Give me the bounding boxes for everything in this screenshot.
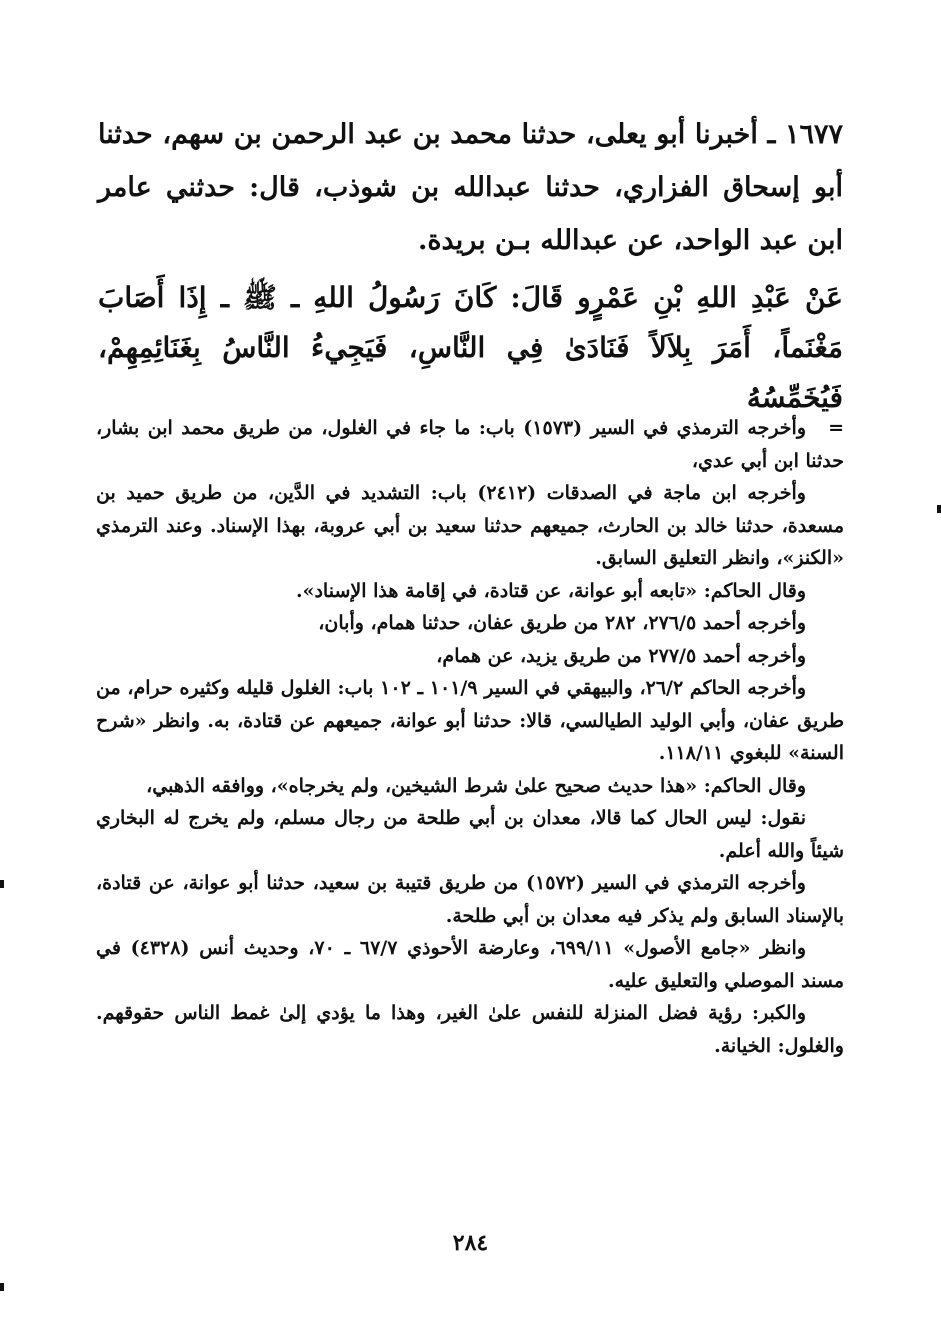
page-number: ٢٨٤ [452, 1230, 489, 1256]
footnote-paragraph: والكبر: رؤية فضل المنزلة للنفس علىٰ الغير، وهذا ما يؤدي إلىٰ غمط الناس حقوقهم. والغلول: الخيانة. [96, 1002, 844, 1057]
hadith-text: عَنْ عَبْدِ اللهِ بْنِ عَمْرٍو قَالَ: كَانَ رَسُولُ اللهِ ـ ﷺ ـ إِذَا أَصَابَ مَغْنَماً، أَمَرَ بِلاَلاً فَنَادَىٰ فِي النَّاسِ، فَيَجِيءُ النَّاسُ بِغَنَائِمِهِمْ، فَيُخَمِّسُهُ [98, 281, 843, 414]
footnote-paragraph: وأخرجه أحمد ٢٧٧/٥ من طريق يزيد، عن همام، [436, 644, 806, 667]
footnote-paragraph: وقال الحاكم: «تابعه أبو عوانة، عن قتادة، في إقامة هذا الإسناد». [295, 579, 806, 602]
scan-edge-mark [937, 505, 941, 513]
hadith-chain-of-narration: ١٦٧٧ ـ أخبرنا أبو يعلى، حدثنا محمد بن عبد الرحمن بن سهم، حدثنا أبو إسحاق الفزاري، حدثنا عبدالله بن شوذب، قال: حدثني عامر ابن عبد الواحد، عن عبدالله بـن بريدة. [98, 119, 843, 256]
continuation-mark: = [828, 417, 845, 439]
footnotes-section [96, 412, 844, 1062]
scan-edge-mark [0, 880, 4, 888]
scan-edge-mark [0, 1283, 4, 1291]
footnote-divider [663, 408, 843, 409]
footnote-paragraph: وقال الحاكم: «هذا حديث صحيح علىٰ شرط الشيخين، ولم يخرجاه»، ووافقه الذهبي، [146, 774, 806, 797]
footnote-paragraph: وأخرجه ابن ماجة في الصدقات (٢٤١٢) باب: التشديد في الدَّين، من طريق حميد بن مسعدة، حدثنا خالد بن الحارث، جميعهم حدثنا سعيد بن أبي عروبة، بهذا الإسناد. وعند الترمذي «الكنز»، وانظر التعليق السابق. [96, 482, 844, 569]
footnote-paragraph [96, 412, 844, 477]
footnote-paragraph: وأخرجه الحاكم ٢٦/٢، والبيهقي في السير ١٠١/٩ ـ ١٠٢ باب: الغلول قليله وكثيره حرام، من طريق عفان، وأبي الوليد الطيالسي، قالا: حدثنا أبو عوانة، جميعهم عن قتادة، به. وانظر «شرح السنة» للبغوي ١١٨/١١. [96, 677, 844, 764]
footnote-paragraph: وأخرجه الترمذي في السير (١٥٧٢) من طريق قتيبة بن سعيد، حدثنا أبو عوانة، عن قتادة، بالإسناد السابق ولم يذكر فيه معدان بن أبي طلحة. [96, 872, 844, 927]
footnote-paragraph: وأخرجه أحمد ٢٧٦/٥، ٢٨٢ من طريق عفان، حدثنا همام، وأبان، [318, 612, 806, 634]
footnote-text: وأخرجه الترمذي في السير (١٥٧٣) باب: ما جاء في الغلول، من طريق محمد ابن بشار، حدثنا ابن أبي عدي، [96, 417, 844, 472]
footnote-paragraph: نقول: ليس الحال كما قالا، معدان بن أبي طلحة من رجال مسلم، ولم يخرج له البخاري شيئاً والله أعلم. [96, 807, 844, 862]
main-text-block [98, 108, 843, 423]
footnote-paragraph: وانظر «جامع الأصول» ٦٩٩/١١، وعارضة الأحوذي ٦٧/٧ ـ ٧٠، وحديث أنس (٤٣٢٨) في مسند الموصلي والتعليق عليه. [96, 937, 844, 992]
